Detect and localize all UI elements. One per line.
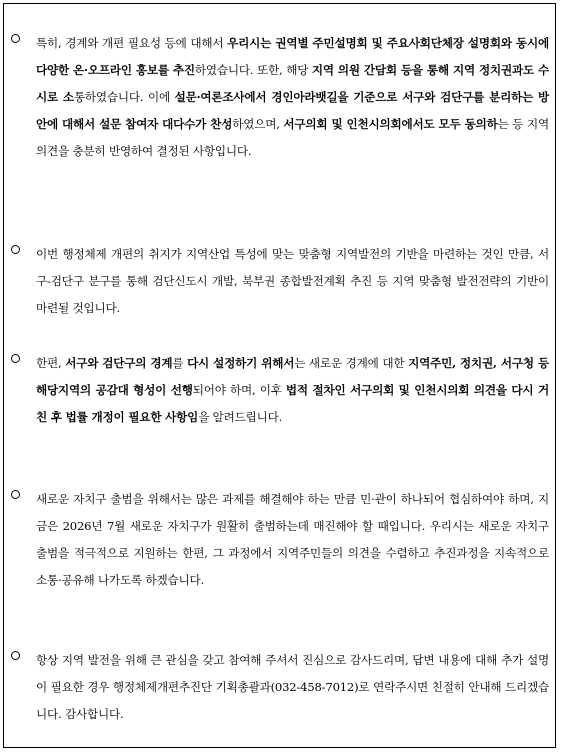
emphasized-text: 우리시는 권역별 주민설명회 및 주요사회단체장 설명회와 동시에 다양한 온·오프라인 홍보를 추진: [36, 36, 549, 77]
emphasized-text: 서구와 검단구의 경계: [65, 356, 173, 370]
body-text: 새로운 자치구 출범을 위해서는 많은 과제를 해결해야 하는 만큼 민·관이 하나되어 협심하여야 하며, 지금은 2026년 7월 새로운 자치구가 원활히 출범하는데 매진해야 할 때입니다. 우리시는 새로운 자치구 출범을 적극적으로 지원하는 한편, 그 과정에서 지역주민들의 의견을 수렴하고 추진과정을 지속적으로 소통·공유해 나가도록 하겠습니다.: [36, 492, 549, 587]
paragraph-text: [36, 647, 549, 728]
circle-bullet-icon: [11, 245, 20, 254]
body-text: 를: [172, 356, 188, 370]
body-text: 하였습니다. 또한, 해당: [194, 63, 312, 77]
body-text: 통하였습니다. 이에: [73, 90, 175, 104]
body-text: 는 새로운 경계에 대한: [294, 356, 409, 370]
body-text: 하였으며,: [232, 117, 284, 131]
paragraph-3: [11, 350, 549, 431]
circle-bullet-icon: [11, 354, 20, 363]
circle-bullet-icon: [11, 490, 20, 499]
paragraph-1: [11, 30, 549, 165]
body-text: 특히, 경계와 개편 필요성 등에 대해서: [36, 36, 228, 50]
emphasized-text: 설문·여론조사에서 경인아라뱃길을 기준으로 서구와 검단구를 분리하는 방안에 대해서 설문 참여자 대다수가 찬성: [36, 90, 550, 131]
paragraph-text: [36, 486, 549, 594]
paragraph-text: [36, 30, 549, 165]
body-text: 한편,: [36, 356, 66, 370]
circle-bullet-icon: [11, 651, 20, 660]
body-text: 항상 지역 발전을 위해 큰 관심을 갖고 참여해 주셔서 진심으로 감사드리며, 답변 내용에 대해 추가 설명이 필요한 경우 행정체제개편추진단 기획총괄과(032-458-7012)로 연락주시면 친절히 안내해 드리겠습니다. 감사합니다.: [36, 653, 549, 721]
paragraph-5: [11, 647, 549, 728]
paragraph-text: [36, 350, 549, 431]
document-frame: [3, 3, 556, 748]
paragraph-4: [11, 486, 549, 594]
emphasized-text: 지역 의원 간담회 등을 통해 지역 정치권과도 수시로 소: [36, 63, 549, 104]
circle-bullet-icon: [11, 34, 20, 43]
body-text: 을 알려드립니다.: [198, 410, 283, 424]
paragraph-text: [36, 241, 549, 322]
emphasized-text: 서구의회 및 인천시의회에서도 모두 동의하: [283, 117, 498, 131]
paragraph-2: [11, 241, 549, 322]
emphasized-text: 지역주민, 정치권, 서구청 등 해당지역의 공감대 형성이 선행: [36, 356, 549, 397]
body-text: 는 등 지역의견을 충분히 반영하여 결정된 사항입니다.: [36, 117, 549, 158]
body-text: 되어야 하며, 이후: [192, 383, 286, 397]
emphasized-text: 법적 절차인 서구의회 및 인천시의회 의견을 다시 거친 후 법률 개정이 필요한 사항임: [36, 383, 549, 424]
body-text: 이번 행정체제 개편의 취지가 지역산업 특성에 맞는 맞춤형 지역발전의 기반을 마련하는 것인 만큼, 서구-검단구 분구를 통해 검단신도시 개발, 북부권 종합발전계획 추진 등 지역 맞춤형 발전전략의 기반이 마련될 것입니다.: [36, 247, 549, 315]
emphasized-text: 다시 설정하기 위해서: [187, 356, 295, 370]
